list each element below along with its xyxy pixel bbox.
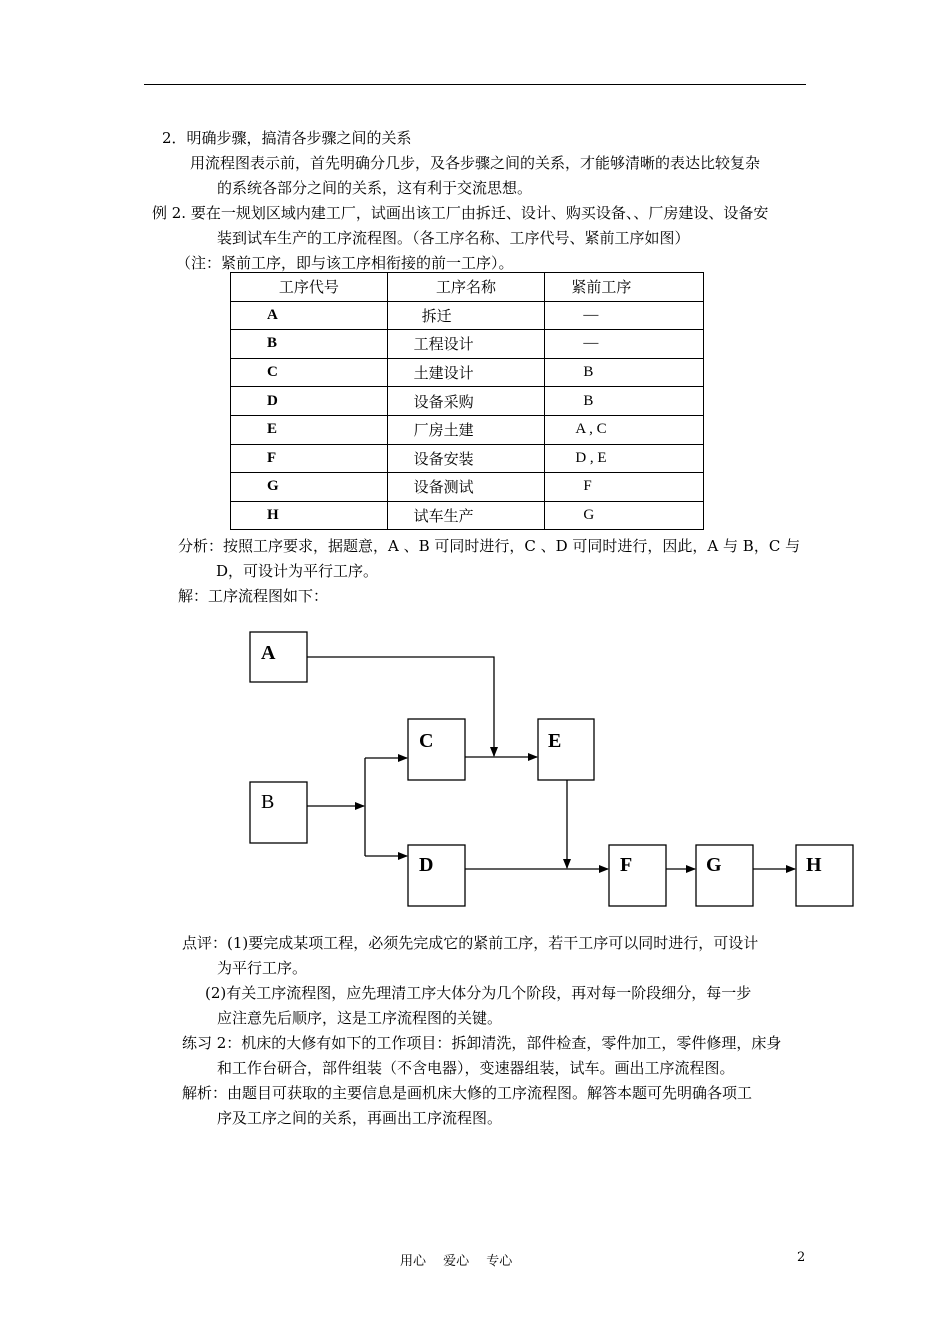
node-c-label: C [419,730,434,752]
table-header: 工序代号 [231,273,388,302]
node-d-box [408,845,465,906]
exercise-line: 练习 2：机床的大修有如下的工作项目：拆卸清洗，部件检查，零件加工，零件修理，床身 [182,1034,782,1052]
example-line: 例 2. 要在一规划区域内建工厂，试画出该工厂由拆迁、设计、购买设备、、厂房建设、设备安 [152,204,769,222]
table-header: 紧前工序 [545,273,704,302]
node-h-box [796,845,853,906]
process-code: C [231,358,388,387]
process-name: 厂房土建 [387,415,545,444]
predecessor: B [545,358,704,387]
node-e-box [538,719,594,780]
page-number: 2 [797,1250,806,1265]
process-code: A [231,301,388,330]
node-b-box [250,782,307,843]
node-f-box [609,845,666,906]
process-code: G [231,473,388,502]
node-b-label: B [261,791,275,813]
comment-line: 点评：(1)要完成某项工程，必须先完成它的紧前工序，若干工序可以同时进行，可设计 [182,934,759,952]
node-a-label: A [261,642,276,664]
predecessor: A , C [545,415,704,444]
paragraph-line: 的系统各部分之间的关系，这有利于交流思想。 [217,179,533,197]
paragraph-line: 用流程图表示前，首先明确分几步，及各步骤之间的关系，才能够清晰的表达比较复杂 [190,154,761,172]
predecessor: G [545,501,704,530]
comment-line: 为平行工序。 [217,959,308,977]
node-g-box [696,845,753,906]
footer-motto: 用心 爱心 专心 [400,1254,513,1269]
node-h-label: H [806,854,822,876]
explain-line: 解析：由题目可获取的主要信息是画机床大修的工序流程图。解答本题可先明确各项工 [182,1084,753,1102]
section-heading: 2．明确步骤，搞清各步骤之间的关系 [162,129,412,147]
comment-line: 应注意先后顺序，这是工序流程图的关键。 [217,1009,503,1027]
process-name: 设备安装 [387,444,545,473]
predecessor: — [545,301,704,330]
process-code: B [231,330,388,359]
node-g-label: G [706,854,722,876]
process-code: D [231,387,388,416]
comment-line: (2)有关工序流程图，应先理清工序大体分为几个阶段，再对每一阶段细分，每一步 [205,984,752,1002]
solution-line: 解：工序流程图如下： [178,587,329,605]
exercise-line: 和工作台研合，部件组装（不含电器），变速器组装，试车。画出工序流程图。 [217,1059,735,1077]
process-name: 土建设计 [387,358,545,387]
predecessor: B [545,387,704,416]
node-d-label: D [419,854,434,876]
table-header: 工序名称 [387,273,545,302]
predecessor: — [545,330,704,359]
process-name: 设备采购 [387,387,545,416]
predecessor: D , E [545,444,704,473]
note-line: （注：紧前工序，即与该工序相衔接的前一工序）。 [176,254,514,272]
example-line: 装到试车生产的工序流程图。（各工序名称、工序代号、紧前工序如图） [217,229,690,247]
analysis-line: D，可设计为平行工序。 [216,562,379,580]
analysis-line: 分析：按照工序要求，据题意，A 、B 可同时进行，C 、D 可同时进行，因此，A 与 B，C 与 [178,537,801,555]
node-f-label: F [620,854,633,876]
process-name: 工程设计 [387,330,545,359]
process-name: 拆迁 [387,301,545,330]
process-code: E [231,415,388,444]
node-a-box [250,632,307,682]
process-code: H [231,501,388,530]
arrow-a-to-ce [307,657,494,756]
process-name: 试车生产 [387,501,545,530]
process-code: F [231,444,388,473]
node-e-label: E [548,730,562,752]
explain-line: 序及工序之间的关系，再画出工序流程图。 [217,1109,503,1127]
node-c-box [408,719,465,780]
predecessor: F [545,473,704,502]
process-name: 设备测试 [387,473,545,502]
